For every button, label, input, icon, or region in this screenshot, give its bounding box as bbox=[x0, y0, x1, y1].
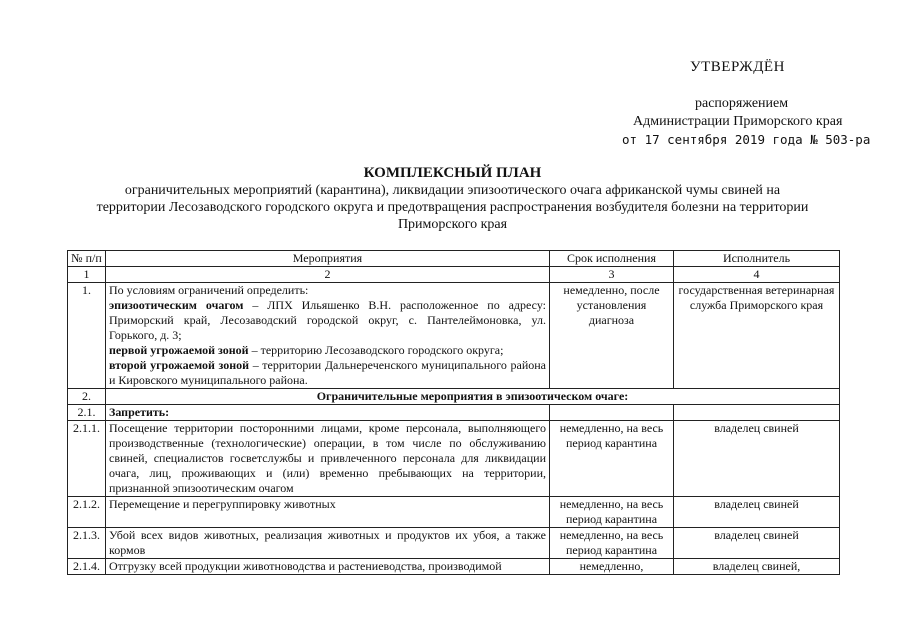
subsection-title: Запретить: bbox=[106, 405, 550, 421]
row-number: 2.1.3. bbox=[68, 528, 106, 559]
zone2-text: – территории Дальнереченского муниципального района и Кировского муниципального района. bbox=[109, 358, 546, 387]
section-title: Ограничительные мероприятия в эпизоотическом очаге: bbox=[106, 389, 840, 405]
column-number-3: 3 bbox=[550, 267, 674, 283]
zone2-label: второй угрожаемой зоной bbox=[109, 358, 250, 372]
column-number-4: 4 bbox=[674, 267, 840, 283]
column-number-1: 1 bbox=[68, 267, 106, 283]
focus-definition bbox=[109, 298, 546, 343]
header-measures: Мероприятия bbox=[106, 251, 550, 267]
row-measure: Перемещение и перегруппировку животных bbox=[106, 497, 550, 528]
row-number: 2.1.1. bbox=[68, 421, 106, 497]
subsection-number: 2.1. bbox=[68, 405, 106, 421]
approval-line-1: распоряжением bbox=[695, 96, 789, 111]
row-number: 2.1.4. bbox=[68, 559, 106, 575]
row-deadline: немедленно, bbox=[550, 559, 674, 575]
row-number: 1. bbox=[68, 283, 106, 389]
approval-heading: УТВЕРЖДЁН bbox=[690, 59, 785, 75]
table-header-row bbox=[68, 251, 840, 267]
row-deadline: немедленно, на весь период карантина bbox=[550, 497, 674, 528]
table-column-numbers-row bbox=[68, 267, 840, 283]
focus-text: – ЛПХ Ильяшенко В.Н. расположенное по адресу: Приморский край, Лесозаводский городской округ, с. Пантелеймоновка, ул. Горького, д. 3; bbox=[109, 298, 546, 342]
row-executor: владелец свиней bbox=[674, 528, 840, 559]
header-deadline: Срок исполнения bbox=[550, 251, 674, 267]
approval-line-2: Администрации Приморского края bbox=[633, 114, 843, 129]
row-measure: Убой всех видов животных, реализация животных и продуктов их убоя, а также кормов bbox=[106, 528, 550, 559]
table-row bbox=[68, 421, 840, 497]
row-executor: владелец свиней bbox=[674, 421, 840, 497]
empty-cell bbox=[674, 405, 840, 421]
zone2-definition bbox=[109, 358, 546, 388]
document-subtitle: ограничительных мероприятий (карантина), ликвидации эпизоотического очага африканской чумы свиней на территории Лесозаводского городского округа и предотвращения распространения возбудителя болезни на территории Приморского края bbox=[96, 183, 809, 232]
section-row bbox=[68, 389, 840, 405]
section-number: 2. bbox=[68, 389, 106, 405]
header-number: № п/п bbox=[68, 251, 106, 267]
empty-cell bbox=[550, 405, 674, 421]
row-deadline: немедленно, на весь период карантина bbox=[550, 421, 674, 497]
subsection-row bbox=[68, 405, 840, 421]
row-number: 2.1.2. bbox=[68, 497, 106, 528]
document-title: КОМПЛЕКСНЫЙ ПЛАН bbox=[363, 165, 542, 181]
column-number-2: 2 bbox=[106, 267, 550, 283]
table-row bbox=[68, 497, 840, 528]
row-deadline: немедленно, на весь период карантина bbox=[550, 528, 674, 559]
zone1-text: – территорию Лесозаводского городского округа; bbox=[248, 343, 504, 357]
table-row bbox=[68, 283, 840, 389]
zone1-label: первой угрожаемой зоной bbox=[109, 343, 249, 357]
row-executor: владелец свиней, bbox=[674, 559, 840, 575]
row-deadline: немедленно, после установления диагноза bbox=[550, 283, 674, 389]
row-executor: государственная ветеринарная служба Приморского края bbox=[674, 283, 840, 389]
approval-line-3: от 17 сентября 2019 года № 503-ра bbox=[622, 132, 871, 147]
row-intro: По условиям ограничений определить: bbox=[109, 283, 309, 297]
plan-table bbox=[67, 250, 840, 575]
row-measure bbox=[106, 283, 550, 389]
zone1-definition bbox=[109, 343, 546, 358]
table-row bbox=[68, 559, 840, 575]
focus-label: эпизоотическим очагом bbox=[109, 298, 244, 312]
row-measure: Посещение территории посторонними лицами, кроме персонала, выполняющего производственные (технологические) операции, в том числе по обслуживанию свиней, специалистов госветслужбы и привлеченного персонала для ликвидации очага, лиц, проживающих и (или) временно пребывающих на территории, признанной эпизоотическим очагом bbox=[106, 421, 550, 497]
header-executor: Исполнитель bbox=[674, 251, 840, 267]
table-row bbox=[68, 528, 840, 559]
row-executor: владелец свиней bbox=[674, 497, 840, 528]
row-measure: Отгрузку всей продукции животноводства и растениеводства, производимой bbox=[106, 559, 550, 575]
